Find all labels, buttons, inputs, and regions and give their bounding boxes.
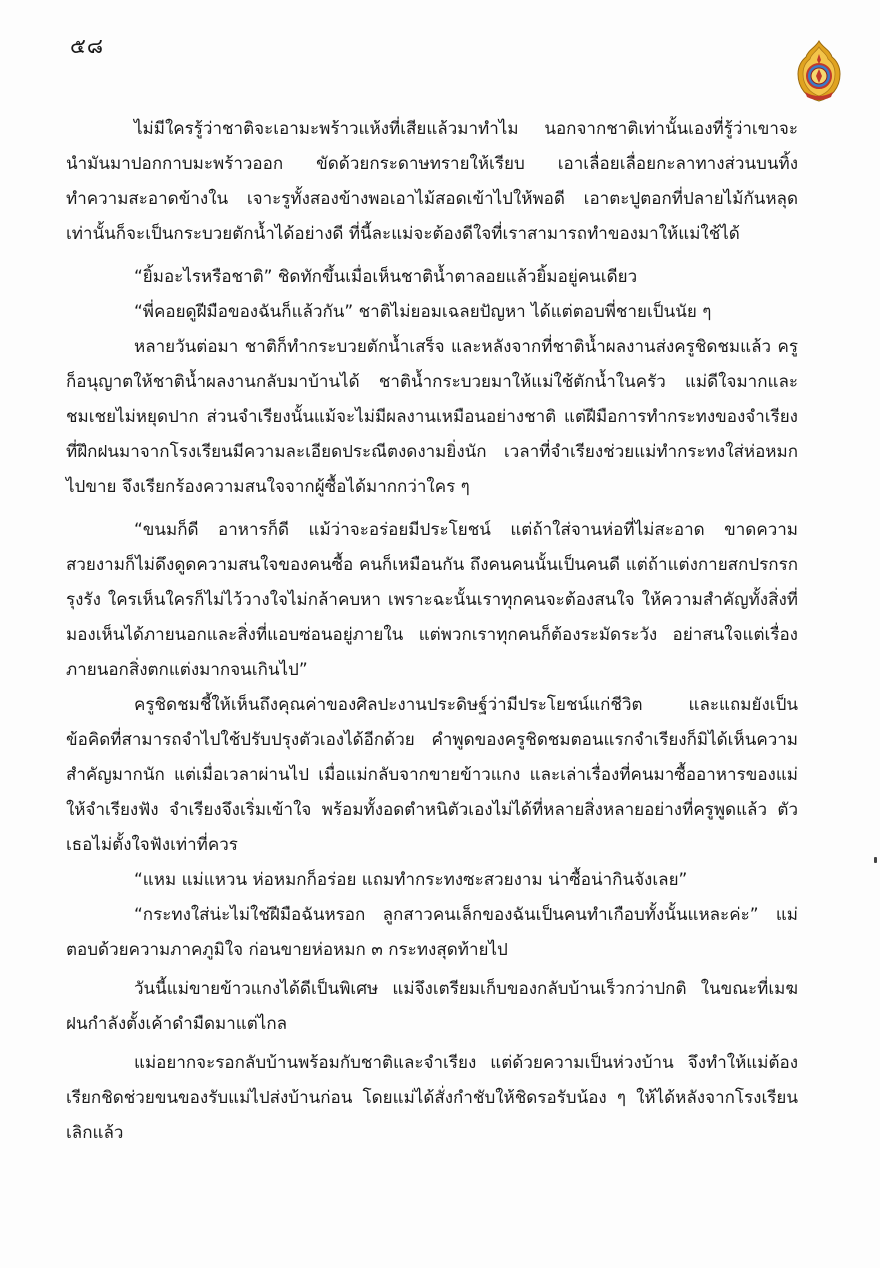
paragraph: ไม่มีใครรู้ว่าชาติจะเอามะพร้าวแห้งที่เสียแล้วมาทำไม นอกจากชาติเท่านั้นเองที่รู้ว่าเขาจะนำมันมาปอกกาบมะพร้าวออก ขัดด้วยกระดาษทรายให้เรียบ เอาเลื่อยเลื่อยกะลาทางส่วนบนทิ้ง ทำความสะอาดข้างใน เจาะรูทั้งสองข้างพอเอาไม้สอดเข้าไปให้พอดี เอาตะปูตอกที่ปลายไม้กันหลุด เท่านั้นก็จะเป็นกระบวยตักน้ำได้อย่างดี ที่นี้ละแม่จะต้องดีใจที่เราสามารถทำของมาให้แม่ใช้ได้ (66, 119, 798, 244)
page-number: ๕๘ (70, 34, 105, 58)
paragraph: แม่อยากจะรอกลับบ้านพร้อมกับชาติและจำเรียง แต่ด้วยความเป็นห่วงบ้าน จึงทำให้แม่ต้องเรียกชิดช่วยขนของรับแม่ไปส่งบ้านก่อน โดยแม่ได้สั่งกำชับให้ชิดรอรับน้อง ๆ ให้ได้หลังจากโรงเรียนเลิกแล้ว (66, 1053, 798, 1143)
scan-edge-mark (874, 857, 877, 863)
paragraph: “กระทงใส่น่ะไม่ใช่ฝีมือฉันหรอก ลูกสาวคนเล็กของฉันเป็นคนทำเกือบทั้งนั้นแหละค่ะ” แม่ตอบด้วยความภาคภูมิใจ ก่อนขายห่อหมก ๓ กระทงสุดท้ายไป (66, 905, 798, 960)
paragraph: “ขนมก็ดี อาหารก็ดี แม้ว่าจะอร่อยมีประโยชน์ แต่ถ้าใส่จานห่อที่ไม่สะอาด ขาดความสวยงามก็ไม่ดึงดูดความสนใจของคนซื้อ คนก็เหมือนกัน ถึงคนคนนั้นเป็นคนดี แต่ถ้าแต่งกายสกปรกรกรุงรัง ใครเห็นใครก็ไม่ไว้วางใจไม่กล้าคบหา เพราะฉะนั้นเราทุกคนจะต้องสนใจ ให้ความสำคัญทั้งสิ่งที่มองเห็นได้ภายนอกและสิ่งที่แอบซ่อนอยู่ภายใน แต่พวกเราทุกคนก็ต้องระมัดระวัง อย่าสนใจแต่เรื่องภายนอกสิ่งตกแต่งมากจนเกินไป” (66, 520, 798, 680)
paragraph: หลายวันต่อมา ชาติก็ทำกระบวยตักน้ำเสร็จ และหลังจากที่ชาติน้ำผลงานส่งครูชิดชมแล้ว ครูก็อนุญาตให้ชาติน้ำผลงานกลับมาบ้านได้ ชาติน้ำกระบวยมาให้แม่ใช้ตักน้ำในครัว แม่ดีใจมากและชมเชยไม่หยุดปาก ส่วนจำเรียงนั้นแม้จะไม่มีผลงานเหมือนอย่างชาติ แต่ฝีมือการทำกระทงของจำเรียงที่ฝึกฝนมาจากโรงเรียนมีความละเอียดประณีตงดงามยิ่งนัก เวลาที่จำเรียงช่วยแม่ทำกระทงใส่ห่อหมกไปขาย จึงเรียกร้องความสนใจจากผู้ซื้อได้มากกว่าใคร ๆ (66, 337, 798, 497)
paragraph: “แหม แม่แหวน ห่อหมกก็อร่อย แถมทำกระทงซะสวยงาม น่าซื้อน่ากินจังเลย” (134, 870, 688, 890)
paragraph: ครูชิดชมชี้ให้เห็นถึงคุณค่าของศิลปะงานประดิษฐ์ว่ามีประโยชน์แก่ชีวิต และแถมยังเป็นข้อคิดที่สามารถจำไปใช้ปรับปรุงตัวเองได้อีกด้วย คำพูดของครูชิดชมตอนแรกจำเรียงก็มิได้เห็นความสำคัญมากนัก แต่เมื่อเวลาผ่านไป เมื่อแม่กลับจากขายข้าวแกง และเล่าเรื่องที่คนมาซื้ออาหารของแม่ให้จำเรียงฟัง จำเรียงจึงเริ่มเข้าใจ พร้อมทั้งอดตำหนิตัวเองไม่ได้ที่หลายสิ่งหลายอย่างที่ครูพูดแล้ว ตัวเธอไม่ตั้งใจฟังเท่าที่ควร (66, 695, 798, 855)
paragraph: “พี่คอยดูฝีมือของฉันก็แล้วกัน” ชาติไม่ยอมเฉลยปัญหา ได้แต่ตอบพี่ชายเป็นนัย ๆ (134, 302, 712, 322)
paragraph: วันนี้แม่ขายข้าวแกงได้ดีเป็นพิเศษ แม่จึงเตรียมเก็บของกลับบ้านเร็วกว่าปกติ ในขณะที่เมฆฝนกำลังตั้งเค้าดำมืดมาแต่ไกล (66, 979, 798, 1034)
school-seal-icon (796, 40, 842, 102)
paragraph: “ยิ้มอะไรหรือชาติ” ชิดทักขึ้นเมื่อเห็นชาติน้ำตาลอยแล้วยิ้มอยู่คนเดียว (134, 267, 638, 287)
story-text (66, 112, 798, 1151)
